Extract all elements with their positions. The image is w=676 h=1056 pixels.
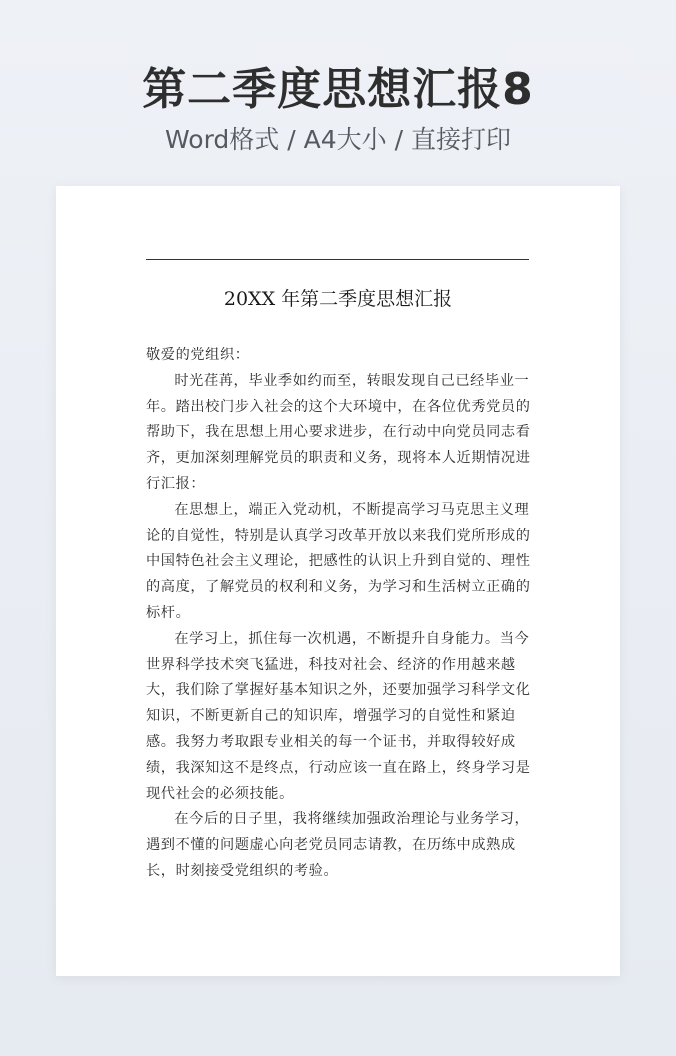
page-header (0, 62, 676, 156)
document-page (56, 186, 620, 976)
page-subtitle: Word格式 / A4大小 / 直接打印 (165, 125, 511, 154)
paragraph-future: 在今后的日子里，我将继续加强政治理论与业务学习，遇到不懂的问题虚心向老党员同志请教，在历练中成熟成长，时刻接受党组织的考验。 (146, 811, 530, 879)
header-rule (146, 259, 529, 260)
salutation: 敬爱的党组织： (146, 347, 250, 363)
document-title: 20XX 年第二季度思想汇报 (223, 288, 453, 310)
paragraph-thought: 在思想上，端正入党动机，不断提高学习马克思主义理论的自觉性，特别是认真学习改革开放以来我们党所形成的中国特色社会主义理论，把感性的认识上升到自觉的、理性的高度，了解党员的权利和义务，为学习和生活树立正确的标杆。 (146, 501, 531, 621)
paragraph-study: 在学习上，抓住每一次机遇，不断提升自身能力。当今世界科学技术突飞猛进，科技对社会、经济的作用越来越大，我们除了掌握好基本知识之外，还要加强学习科学文化知识，不断更新自己的知识库，增强学习的自觉性和紧迫感。我努力考取跟专业相关的每一个证书，并取得较好成绩，我深知这不是终点，行动应该一直在路上，终身学习是现代社会的必须技能。 (146, 630, 531, 802)
paragraph-intro: 时光荏苒，毕业季如约而至，转眼发现自己已经毕业一年。踏出校门步入社会的这个大环境中，在各位优秀党员的帮助下，我在思想上用心要求进步，在行动中向党员同志看齐，更加深刻理解党员的职责和义务，现将本人近期情况进行汇报： (146, 372, 531, 492)
page-title: 第二季度思想汇报8 (142, 64, 534, 115)
document-body (146, 343, 538, 885)
